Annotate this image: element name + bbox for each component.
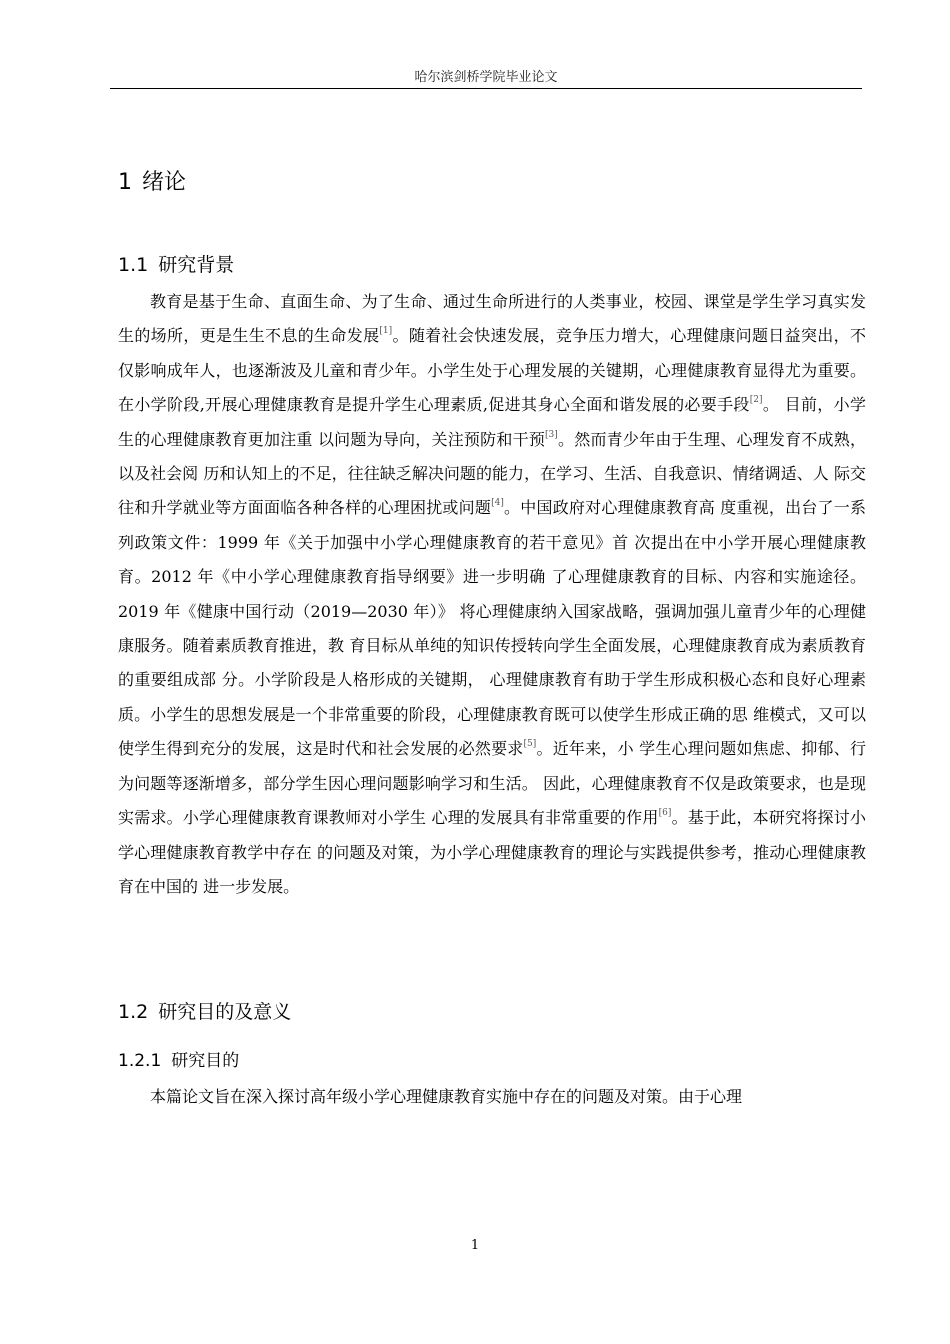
section-title: 研究目的及意义 xyxy=(158,1001,292,1023)
citation: [3] xyxy=(545,429,558,440)
text-run: 。然而青少年由于生理、心理发育不成熟，以及社会阅 历和认知上的不足，往往缺乏解决问题的能力，在学习、生活、自我意识、情绪调适、人 际交往和升学就业等方面面临各种各样的心理困扰或问题 xyxy=(118,429,866,518)
header-divider xyxy=(110,88,862,89)
section-title: 研究背景 xyxy=(158,254,235,276)
citation: [4] xyxy=(491,498,504,509)
citation: [1] xyxy=(379,326,393,337)
citation: [2] xyxy=(749,395,763,406)
text-run: 。近年来，小 学生心理问题如焦虑、抑郁、行为问题等逐渐增多，部分学生因心理问题影响学习和生活。 因此，心理健康教育不仅是政策要求，也是现实需求。小学心理健康教育课教师对小学生 心理的发展具有非常重要的作用 xyxy=(118,739,866,828)
text-run: 。中国政府对心理健康教育高 度重视，出台了一系列政策文件：1999 年《关于加强中小学心理健康教育的若干意见》首 次提出在中小学开展心理健康教育。2012 年《中小学心理健康教育指导纲要》进一步明确 了心理健康教育的目标、内容和实施途径。2019 年《健康中国行动（2019—2030 年）》 将心理健康纳入国家战略，强调加强儿童青少年的心理健康服务。随着素质教育推进，教 育目标从单纯的知识传授转向学生全面发展，心理健康教育成为素质教育的重要组成部 分。小学阶段是人格形成的关键期， 心理健康教育有助于学生形成积极心态和良好心理素 质。小学生的思想发展是一个非常重要的阶段，心理健康教育既可以使学生形成正确的思 维模式，又可以使学生得到充分的发展，这是时代和社会发展的必然要求 xyxy=(118,498,866,759)
running-header: 哈尔滨剑桥学院毕业论文 xyxy=(414,70,558,85)
section-number: 1.1 xyxy=(118,254,149,276)
subsection-number: 1.2.1 xyxy=(118,1051,162,1071)
page-number: 1 xyxy=(470,1238,480,1253)
section-heading-1-1 xyxy=(118,250,234,277)
text-run: 。随着社会快速发展，竞争压力增大，心理健康问题日益突出，不仅影响成年人，也逐渐波及儿童和青少年。小学生处于心理发展的关键期，心理健康教育显得尤为重要。在小学阶段,开展心理健康教育是提升学生心理素质,促进其身心全面和谐发展的必要手段 xyxy=(118,326,866,415)
text-run: 教育是基于生命、直面生命、为了生命、通过生命所进行的人类事业，校园、课堂是学生学习真实发生的场所，更是生生不息的生命发展 xyxy=(118,292,866,346)
background-paragraph xyxy=(118,285,866,904)
chapter-title: 绪论 xyxy=(142,170,187,195)
chapter-number: 1 xyxy=(118,170,132,195)
subsection-title: 研究目的 xyxy=(171,1051,240,1071)
citation: [6] xyxy=(658,808,672,819)
citation: [5] xyxy=(523,739,537,750)
section-number: 1.2 xyxy=(118,1001,149,1023)
section-heading-1-2 xyxy=(118,997,291,1024)
subsection-heading-1-2-1 xyxy=(118,1046,239,1071)
text-run: 。基于此，本研究将探讨小学心理健康教育教学中存在 的问题及对策，为小学心理健康教育的理论与实践提供参考，推动心理健康教育在中国的 进一步发展。 xyxy=(118,808,866,896)
purpose-paragraph: 本篇论文旨在深入探讨高年级小学心理健康教育实施中存在的问题及对策。由于心理 xyxy=(150,1087,743,1106)
chapter-heading xyxy=(118,165,186,196)
text-run: 。 目前，小学生的心理健康教育更加注重 以问题为导向，关注预防和干预 xyxy=(118,395,866,449)
